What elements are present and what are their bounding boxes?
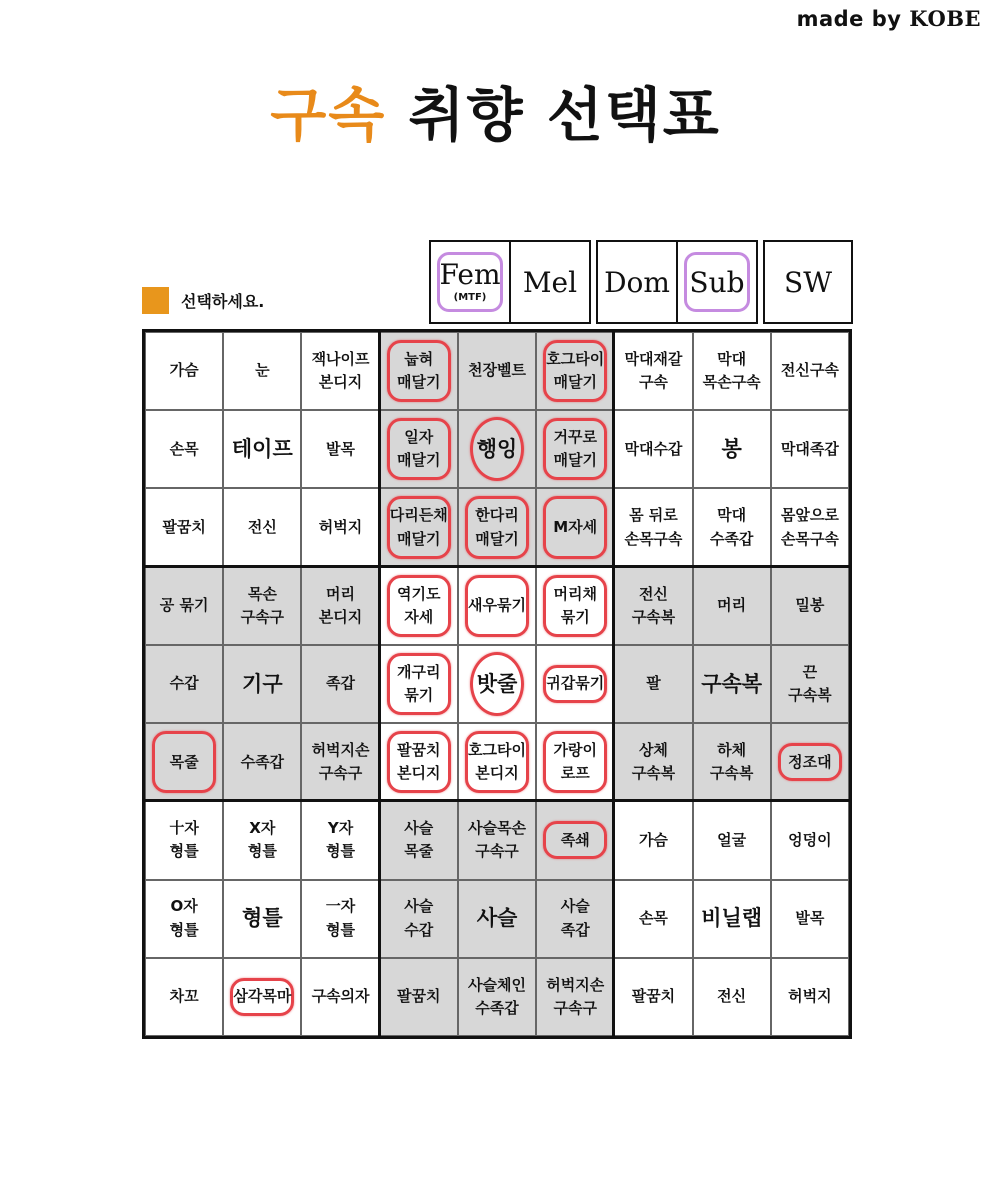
grid-cell[interactable] bbox=[693, 880, 771, 958]
grid-cell[interactable] bbox=[458, 880, 536, 958]
grid-cell-label: 막대재갈 구속 bbox=[624, 349, 683, 392]
grid-cell-label: 막대 목손구속 bbox=[702, 349, 761, 392]
grid-cell-label: 사슬 족갑 bbox=[560, 897, 590, 939]
grid-cell[interactable] bbox=[693, 801, 771, 879]
grid-cell[interactable] bbox=[145, 410, 223, 488]
role-option-dom[interactable] bbox=[598, 242, 676, 322]
grid-cell[interactable] bbox=[536, 801, 614, 879]
grid-cell[interactable] bbox=[614, 958, 692, 1036]
grid-cell-label: 족갑 bbox=[326, 674, 356, 693]
grid-cell[interactable] bbox=[771, 801, 849, 879]
grid-cell[interactable] bbox=[771, 958, 849, 1036]
grid-cell[interactable] bbox=[380, 332, 458, 410]
grid-cell-label: 전신 bbox=[247, 517, 277, 536]
grid-cell-label: 호그타이 본디지 bbox=[468, 740, 526, 783]
grid-cell[interactable] bbox=[771, 488, 849, 566]
grid-cell-label: 천장벨트 bbox=[468, 361, 526, 380]
grid-cell[interactable] bbox=[536, 880, 614, 958]
grid-cell[interactable] bbox=[458, 723, 536, 801]
grid-cell-label: 발목 bbox=[326, 439, 356, 458]
grid-cell-label: 새우묶기 bbox=[468, 596, 526, 615]
grid-cell-label: 귀갑묶기 bbox=[546, 674, 605, 693]
role-group-gender bbox=[429, 240, 591, 324]
role-option-label: Sub bbox=[689, 265, 745, 299]
grid-cell-label: 눕혀 매달기 bbox=[397, 349, 441, 392]
grid-cell-label: 얼굴 bbox=[717, 830, 747, 849]
credit-prefix: made by bbox=[796, 7, 902, 31]
grid-cell[interactable] bbox=[223, 958, 301, 1036]
grid-cell[interactable] bbox=[223, 723, 301, 801]
grid-cell[interactable] bbox=[145, 488, 223, 566]
credit-line bbox=[797, 6, 981, 31]
grid-cell-label: 잭나이프 본디지 bbox=[311, 349, 370, 392]
grid-cell[interactable] bbox=[693, 723, 771, 801]
grid-cell-label: 테이프 bbox=[231, 437, 293, 462]
grid-cell[interactable] bbox=[458, 410, 536, 488]
grid-cell[interactable] bbox=[301, 880, 379, 958]
grid-cell[interactable] bbox=[536, 645, 614, 723]
grid-cell[interactable] bbox=[536, 410, 614, 488]
grid-cell[interactable] bbox=[614, 488, 692, 566]
grid-cell-label: 개구리 묶기 bbox=[397, 662, 441, 704]
grid-cell-label: 허벅지 bbox=[318, 517, 363, 536]
grid-cell-label: 손목 bbox=[169, 439, 199, 458]
grid-cell[interactable] bbox=[771, 567, 849, 645]
grid-cell[interactable] bbox=[223, 567, 301, 645]
role-option-label: Fem bbox=[439, 258, 501, 291]
grid-cell-label: 사슬 수갑 bbox=[404, 897, 434, 939]
grid-cell-label: 공 묶기 bbox=[159, 596, 209, 615]
grid-cell[interactable] bbox=[693, 488, 771, 566]
grid-cell-label: 구속복 bbox=[701, 671, 763, 696]
grid-cell[interactable] bbox=[693, 332, 771, 410]
grid-cell-label: 상체 구속복 bbox=[631, 740, 676, 783]
grid-cell[interactable] bbox=[771, 880, 849, 958]
role-option-mel[interactable] bbox=[509, 242, 589, 322]
grid-cell-label: 엉덩이 bbox=[788, 830, 832, 849]
grid-cell-label: 허벅지손 구속구 bbox=[311, 740, 370, 783]
grid-cell[interactable] bbox=[301, 723, 379, 801]
grid-cell[interactable] bbox=[223, 801, 301, 879]
role-option-label: Dom bbox=[604, 265, 670, 299]
grid-cell-label: 거꾸로 매달기 bbox=[553, 428, 597, 470]
grid-cell[interactable] bbox=[380, 880, 458, 958]
grid-cell-label: M자세 bbox=[553, 517, 598, 536]
grid-cell-label: 수갑 bbox=[169, 674, 199, 693]
grid-cell-label: 十자 형틀 bbox=[169, 819, 199, 861]
grid-cell[interactable] bbox=[145, 801, 223, 879]
role-highlight bbox=[437, 252, 503, 312]
grid-cell-label: 사슬체인 수족갑 bbox=[468, 975, 526, 1017]
grid-cell[interactable] bbox=[693, 567, 771, 645]
grid-cell-label: 눈 bbox=[255, 361, 270, 380]
grid-cell-label: 기구 bbox=[242, 671, 283, 696]
grid-cell-label: 다리든채 매달기 bbox=[389, 506, 448, 548]
credit-author: KOBE bbox=[909, 6, 981, 31]
role-group-switch bbox=[763, 240, 853, 324]
grid-cell[interactable] bbox=[145, 567, 223, 645]
grid-cell[interactable] bbox=[380, 723, 458, 801]
grid-cell-label: 막대수갑 bbox=[624, 439, 683, 458]
grid-cell[interactable] bbox=[223, 410, 301, 488]
role-option-label: Mel bbox=[522, 265, 578, 299]
grid-cell[interactable] bbox=[614, 332, 692, 410]
grid-cell-label: Y자 형틀 bbox=[326, 819, 356, 861]
block-divider-vertical bbox=[378, 332, 381, 1036]
grid-cell[interactable] bbox=[693, 958, 771, 1036]
grid-cell-label: 일자 매달기 bbox=[397, 428, 441, 470]
grid-cell-label: 밧줄 bbox=[476, 671, 518, 696]
grid-cell-label: 사슬 목줄 bbox=[404, 819, 434, 861]
grid-cell[interactable] bbox=[614, 410, 692, 488]
grid-cell-label: 역기도 자세 bbox=[397, 584, 441, 626]
grid-cell[interactable] bbox=[301, 645, 379, 723]
title-rest: 취향 선택표 bbox=[386, 81, 721, 149]
grid-cell[interactable] bbox=[145, 880, 223, 958]
grid-cell-label: 전신 bbox=[717, 987, 747, 1006]
grid-cell-label: 수족갑 bbox=[240, 752, 285, 771]
grid-cell[interactable] bbox=[458, 332, 536, 410]
grid-cell-label: 발목 bbox=[795, 909, 825, 928]
title-accent: 구속 bbox=[270, 81, 387, 149]
grid-cell-label: 머리 bbox=[717, 596, 747, 615]
grid-cell[interactable] bbox=[145, 645, 223, 723]
grid-cell[interactable] bbox=[771, 723, 849, 801]
grid-cell-label: 구속의자 bbox=[311, 987, 370, 1006]
grid-cell[interactable] bbox=[458, 801, 536, 879]
grid-cell[interactable] bbox=[223, 645, 301, 723]
grid-cell-label: 정조대 bbox=[788, 752, 832, 771]
grid-cell-label: 몸 뒤로 손목구속 bbox=[624, 506, 683, 548]
grid-cell[interactable] bbox=[145, 332, 223, 410]
grid-cell-label: 가슴 bbox=[638, 830, 668, 849]
grid-cell[interactable] bbox=[301, 567, 379, 645]
preference-grid bbox=[142, 329, 852, 1039]
grid-cell[interactable] bbox=[380, 645, 458, 723]
grid-cell[interactable] bbox=[536, 723, 614, 801]
grid-cell-label: 가랑이 로프 bbox=[553, 740, 597, 783]
grid-cell[interactable] bbox=[380, 488, 458, 566]
grid-cell[interactable] bbox=[380, 567, 458, 645]
role-option-fem[interactable] bbox=[431, 242, 509, 322]
grid-cell-label: 족쇄 bbox=[560, 830, 590, 849]
grid-cell-label: 비닐랩 bbox=[701, 906, 763, 931]
grid-cell[interactable] bbox=[693, 410, 771, 488]
legend-label: 선택하세요. bbox=[181, 292, 265, 311]
grid-cell[interactable] bbox=[614, 567, 692, 645]
grid-cell[interactable] bbox=[693, 645, 771, 723]
grid-cell-label: 팔 bbox=[646, 674, 661, 693]
legend-swatch bbox=[142, 287, 169, 314]
grid-cell-label: 허벅지 bbox=[788, 987, 832, 1006]
grid-cell[interactable] bbox=[614, 801, 692, 879]
grid-cell[interactable] bbox=[145, 958, 223, 1036]
grid-cell-label: 팔꿈치 본디지 bbox=[397, 740, 441, 783]
grid-cell-label: 한다리 매달기 bbox=[475, 506, 519, 548]
grid-cell[interactable] bbox=[301, 410, 379, 488]
grid-cell[interactable] bbox=[301, 332, 379, 410]
grid-cell[interactable] bbox=[614, 645, 692, 723]
grid-cell-label: 팔꿈치 bbox=[162, 517, 206, 536]
grid-cell-label: 팔꿈치 bbox=[631, 987, 676, 1006]
grid-cell[interactable] bbox=[458, 567, 536, 645]
role-option-sublabel: (MTF) bbox=[453, 292, 487, 303]
grid-cell-label: 一자 형틀 bbox=[325, 897, 356, 939]
grid-cell[interactable] bbox=[223, 332, 301, 410]
grid-cell-label: 하체 구속복 bbox=[709, 740, 754, 783]
role-option-sub[interactable] bbox=[676, 242, 756, 322]
grid-cell[interactable] bbox=[223, 880, 301, 958]
grid-cell[interactable] bbox=[458, 488, 536, 566]
page-title bbox=[0, 68, 991, 152]
grid-cell[interactable] bbox=[536, 958, 614, 1036]
grid-cell-label: 목손 구속구 bbox=[240, 584, 285, 626]
grid-cell[interactable] bbox=[301, 958, 379, 1036]
grid-cell-label: 행잉 bbox=[476, 437, 518, 462]
role-option-sw[interactable] bbox=[765, 242, 851, 322]
grid-cell-label: 밀봉 bbox=[795, 596, 825, 615]
grid-cell[interactable] bbox=[301, 801, 379, 879]
grid-cell[interactable] bbox=[223, 488, 301, 566]
grid-cell[interactable] bbox=[536, 332, 614, 410]
grid-cell[interactable] bbox=[458, 958, 536, 1036]
grid-cell-label: 막대족갑 bbox=[780, 439, 839, 458]
grid-cell-label: 전신 구속복 bbox=[631, 584, 676, 626]
grid-cell-label: 머리채 묶기 bbox=[553, 584, 597, 626]
role-group-position bbox=[596, 240, 758, 324]
grid-cell-label: X자 형틀 bbox=[247, 819, 277, 861]
grid-cell-label: O자 형틀 bbox=[169, 897, 199, 939]
grid-cell[interactable] bbox=[380, 410, 458, 488]
grid-cell-label: 몸앞으로 손목구속 bbox=[780, 506, 839, 548]
block-divider-horizontal bbox=[145, 565, 849, 568]
grid-cell-label: 봉 bbox=[721, 437, 742, 462]
grid-cell-label: 삼각목마 bbox=[233, 987, 292, 1006]
grid-cell-label: 형틀 bbox=[242, 906, 283, 931]
grid-cell-label: 머리 본디지 bbox=[318, 584, 363, 626]
grid-cell[interactable] bbox=[458, 645, 536, 723]
grid-cell[interactable] bbox=[380, 801, 458, 879]
grid-cell[interactable] bbox=[145, 723, 223, 801]
grid-cell[interactable] bbox=[614, 880, 692, 958]
grid-cell[interactable] bbox=[614, 723, 692, 801]
grid-cell-label: 사슬 bbox=[476, 906, 518, 931]
grid-cell-label: 사슬목손 구속구 bbox=[468, 819, 526, 861]
grid-cell-label: 팔꿈치 bbox=[397, 987, 441, 1006]
grid-cell-label: 호그타이 매달기 bbox=[546, 349, 605, 392]
block-divider-horizontal bbox=[145, 799, 849, 802]
role-option-label: SW bbox=[784, 265, 832, 299]
grid-cell[interactable] bbox=[380, 958, 458, 1036]
grid-cell[interactable] bbox=[771, 645, 849, 723]
grid-cell[interactable] bbox=[771, 410, 849, 488]
block-divider-vertical bbox=[612, 332, 615, 1036]
grid-cell-label: 끈 구속복 bbox=[788, 662, 832, 704]
grid-cell-label: 손목 bbox=[638, 909, 668, 928]
grid-cell-label: 가슴 bbox=[169, 361, 199, 380]
grid-cell[interactable] bbox=[771, 332, 849, 410]
legend bbox=[142, 287, 264, 314]
grid-cell[interactable] bbox=[301, 488, 379, 566]
grid-cell-label: 목줄 bbox=[169, 752, 199, 771]
grid-cell-label: 차꼬 bbox=[169, 987, 199, 1006]
grid-cell[interactable] bbox=[536, 488, 614, 566]
grid-cell-label: 막대 수족갑 bbox=[709, 506, 754, 548]
grid-cell-label: 허벅지손 구속구 bbox=[546, 975, 605, 1017]
grid-cell[interactable] bbox=[536, 567, 614, 645]
grid-cell-label: 전신구속 bbox=[780, 361, 839, 380]
